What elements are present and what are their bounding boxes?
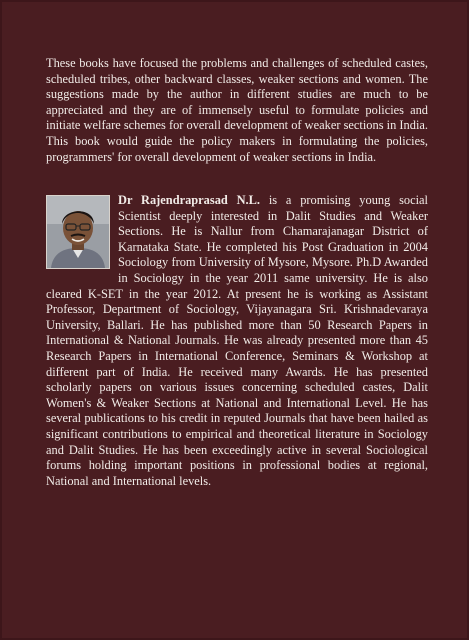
intro-paragraph: These books have focused the problems and challenges of scheduled castes, scheduled tribes, other backward classes, weaker sections and women. The suggestions made by the author in different studies are much to be appreciated and they are of immensely useful to formulate policies and initiate welfare schemes for overall development of weaker sections in India. This book would guide the policy makers in formulating the policies, programmers' for overall development of weaker sections in India. (46, 56, 428, 164)
author-bio-section (46, 193, 428, 489)
author-photo (46, 195, 110, 269)
author-name: Dr Rajendraprasad N.L. (118, 193, 261, 207)
author-bio-text: is a promising young social Scientist deeply interested in Dalit Studies and Weaker Sections. He is Nallur from Chamarajanagar District of Karnataka State. He completed his Post Graduation in 2004 Sociology from University of Mysore, Mysore. Ph.D Awarded in Sociology in the year 2011 same university. He is also cleared K-SET in the year 2012. At present he is working as Assistant Professor, Department of Sociology, Vijayanagara Sri. Krishnadevaraya University, Ballari. He has published more than 50 Research Papers in International & National Journals. He was already presented more than 45 Research Papers in International Conference, Seminars & Workshop at different part of India. He received many Awards. He has presented scholarly papers on various issues concerning scheduled castes, Dalit Women's & Weaker Sections at National and International Level. He has several publications to his credit in reputed Journals that have been hailed as significant contributions to empirical and theoretical literature in Sociology and Dalit Studies. He has been exceedingly active in several Sociological forums holding important positions in professional bodies at regional, National and International levels. (46, 193, 428, 488)
